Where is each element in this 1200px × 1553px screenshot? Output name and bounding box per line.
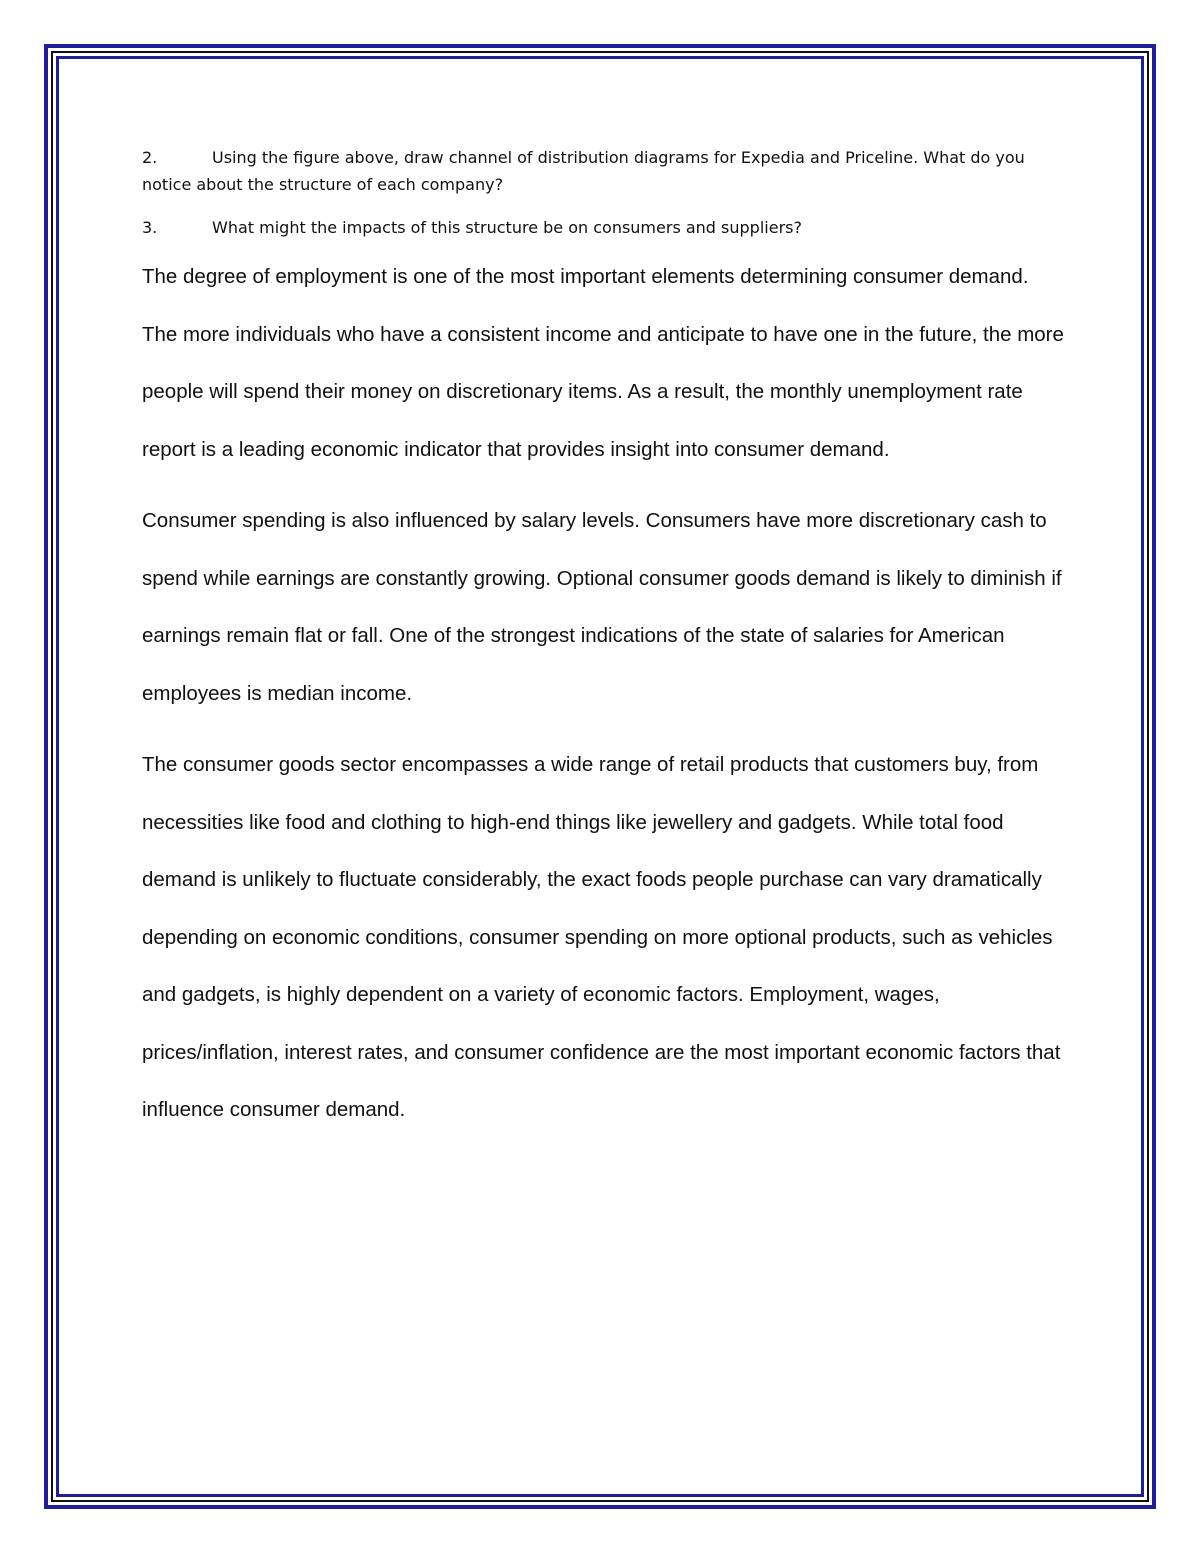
question-text: What might the impacts of this structure be on consumers and suppliers? [212,218,802,237]
body-paragraph: The degree of employment is one of the most important elements determining consumer demand. The more individuals who have a consistent income and anticipate to have one in the future, the more people will spend their money on discretionary items. As a result, the monthly unemployment rate report is a leading economic indicator that provides insight into consumer demand. [142,265,1064,461]
question-item [142,144,1062,198]
question-item [142,214,1062,241]
answer-body [142,248,1067,1153]
question-text: Using the figure above, draw channel of distribution diagrams for Expedia and Priceline. What do you notice about the structure of each company? [142,148,1025,194]
question-number: 3. [142,218,158,237]
body-paragraph: The consumer goods sector encompasses a wide range of retail products that customers buy, from necessities like food and clothing to high-end things like jewellery and gadgets. While total food demand is unlikely to fluctuate considerably, the exact foods people purchase can vary dramatically depending on economic conditions, consumer spending on more optional products, such as vehicles and gadgets, is highly dependent on a variety of economic factors. Employment, wages, prices/inflation, interest rates, and consumer confidence are the most important economic factors that influence consumer demand. [142,753,1061,1121]
question-number: 2. [142,148,158,167]
body-paragraph: Consumer spending is also influenced by salary levels. Consumers have more discretionary cash to spend while earnings are constantly growing. Optional consumer goods demand is likely to diminish if earnings remain flat or fall. One of the strongest indications of the state of salaries for American employees is median income. [142,509,1062,705]
questions-list [142,144,1062,257]
